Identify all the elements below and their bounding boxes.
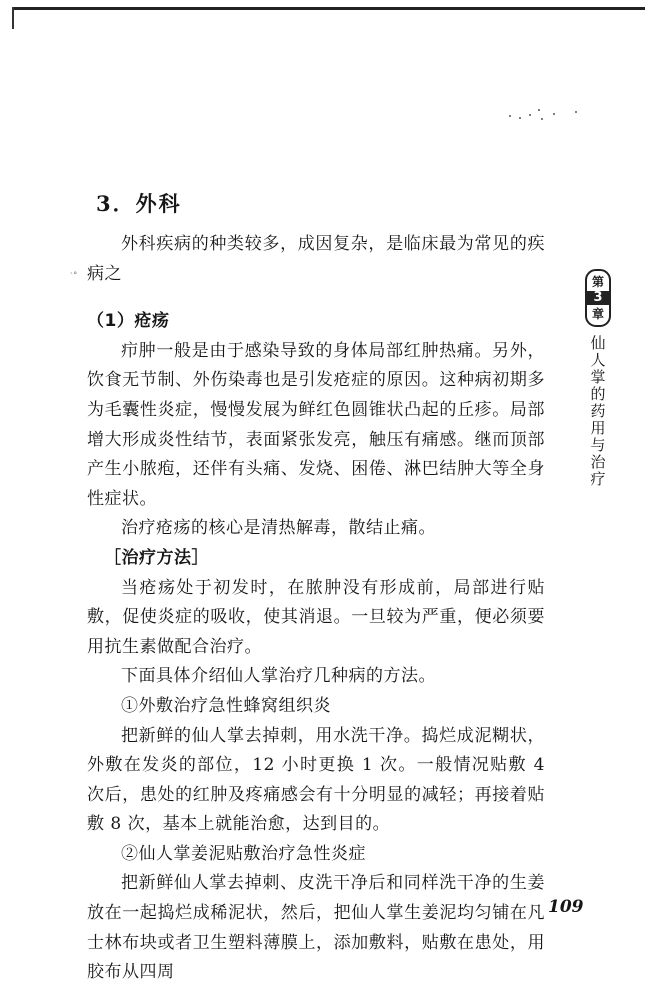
scan-specks <box>505 105 585 125</box>
subheading-treatment-methods: ［治疗方法］ <box>104 547 209 568</box>
chapter-prefix: 第 <box>591 275 604 289</box>
method-1-text: 把新鲜的仙人掌去掉刺，用水洗干净。捣烂成泥糊状，外敷在发炎的部位，12 小时更换 1 次。一般情况贴敷 4 次后，患处的红肿及疼痛感会有十分明显的减轻；再接着贴敷 8 次，基本上就能治愈，达到目的。 <box>87 725 545 835</box>
scan-mark: ˎ˳ <box>70 265 78 275</box>
page-number: 109 <box>548 897 584 917</box>
paragraph-intro: 外科疾病的种类较多，成因复杂，是临床最为常见的疾病之 <box>87 234 545 284</box>
method-1-title: ①外敷治疗急性蜂窝组织炎 <box>121 695 331 716</box>
paragraph-introduce-methods: 下面具体介绍仙人掌治疗几种病的方法。 <box>121 666 436 687</box>
chapter-side-tab <box>584 269 612 488</box>
chapter-badge <box>585 269 611 327</box>
section-title: 3．外科 <box>96 191 182 216</box>
method-2-text: 把新鲜仙人掌去掉刺、皮洗干净后和同样洗干净的生姜放在一起捣烂成稀泥状，然后，把仙人掌生姜泥均匀铺在凡士林布块或者卫生塑料薄膜上，添加敷料，贴敷在患处，用胶布从四周 <box>87 873 545 983</box>
body-text <box>87 230 545 988</box>
chapter-title: 仙人掌的药用与治疗 <box>588 335 607 488</box>
subheading-sores: （1）疮疡 <box>87 311 170 332</box>
left-rule <box>12 7 14 29</box>
chapter-suffix: 章 <box>591 307 604 321</box>
chapter-number: 3 <box>587 291 609 305</box>
paragraph-treatment-core: 治疗疮疡的核心是清热解毒，散结止痛。 <box>121 518 436 539</box>
paragraph-treatment-methods: 当疮疡处于初发时，在脓肿没有形成前，局部进行贴敷，促使炎症的吸收，使其消退。一旦较为严重，便必须要用抗生素做配合治疗。 <box>87 577 545 657</box>
paragraph-furuncle: 疖肿一般是由于感染导致的身体局部红肿热痛。另外，饮食无节制、外伤染毒也是引发疮症的原因。这种病初期多为毛囊性炎症，慢慢发展为鲜红色圆锥状凸起的丘疹。局部增大形成炎性结节，表面紧张发亮，触压有痛感。继而顶部产生小脓疱，还伴有头痛、发烧、困倦、淋巴结肿大等全身性症状。 <box>87 340 545 509</box>
top-rule <box>12 7 645 10</box>
method-2-title: ②仙人掌姜泥贴敷治疗急性炎症 <box>121 843 366 864</box>
